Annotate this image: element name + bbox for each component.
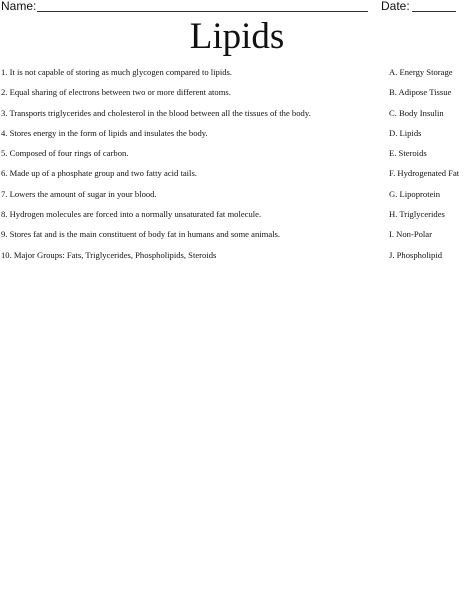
answer-option: D. Lipids: [389, 127, 422, 138]
question-text: 8. Hydrogen molecules are forced into a normally unsaturated fat molecule.: [1, 209, 262, 220]
date-label: Date:: [381, 0, 410, 13]
matching-row: [0, 147, 474, 167]
answer-option: E. Steroids: [389, 148, 427, 159]
answer-option: A. Energy Storage: [389, 67, 453, 77]
matching-row: [0, 86, 474, 106]
date-blank-line: [412, 11, 456, 12]
question-text: 5. Composed of four rings of carbon.: [1, 148, 129, 159]
answer-option: I. Non-Polar: [389, 229, 432, 240]
answer-option: B. Adipose Tissue: [389, 87, 452, 98]
page-title: Lipids: [189, 16, 285, 57]
worksheet-header: [0, 0, 474, 16]
matching-row: [0, 188, 474, 208]
answer-option: H. Triglycerides: [389, 209, 445, 220]
question-text: 7. Lowers the amount of sugar in your blood.: [1, 188, 157, 199]
matching-row: [0, 249, 474, 269]
question-text: 4. Stores energy in the form of lipids and insulates the body.: [1, 127, 208, 138]
matching-row: [0, 228, 474, 248]
answer-option: C. Body Insulin: [389, 107, 444, 118]
question-text: 3. Transports triglycerides and cholesterol in the blood between all the tissues of the body.: [1, 107, 311, 118]
question-text: 10. Major Groups: Fats, Triglycerides, Phospholipids, Steroids: [1, 249, 217, 260]
name-label: Name:: [1, 0, 37, 13]
matching-row: [0, 208, 474, 228]
matching-row: [0, 167, 474, 187]
matching-row: [0, 66, 474, 86]
question-text: 2. Equal sharing of electrons between two or more different atoms.: [1, 87, 231, 98]
question-text: 1. It is not capable of storing as much glycogen compared to lipids.: [1, 67, 233, 77]
matching-row: [0, 107, 474, 127]
matching-list: [0, 66, 474, 269]
question-text: 6. Made up of a phosphate group and two fatty acid tails.: [1, 168, 197, 179]
question-text: 9. Stores fat and is the main constituent of body fat in humans and some animals.: [1, 229, 281, 240]
matching-row: [0, 127, 474, 147]
answer-option: G. Lipoprotein: [389, 188, 441, 199]
answer-option: F. Hydrogenated Fat: [389, 168, 460, 179]
answer-option: J. Phospholipid: [389, 249, 443, 260]
name-blank-line: [37, 11, 368, 12]
